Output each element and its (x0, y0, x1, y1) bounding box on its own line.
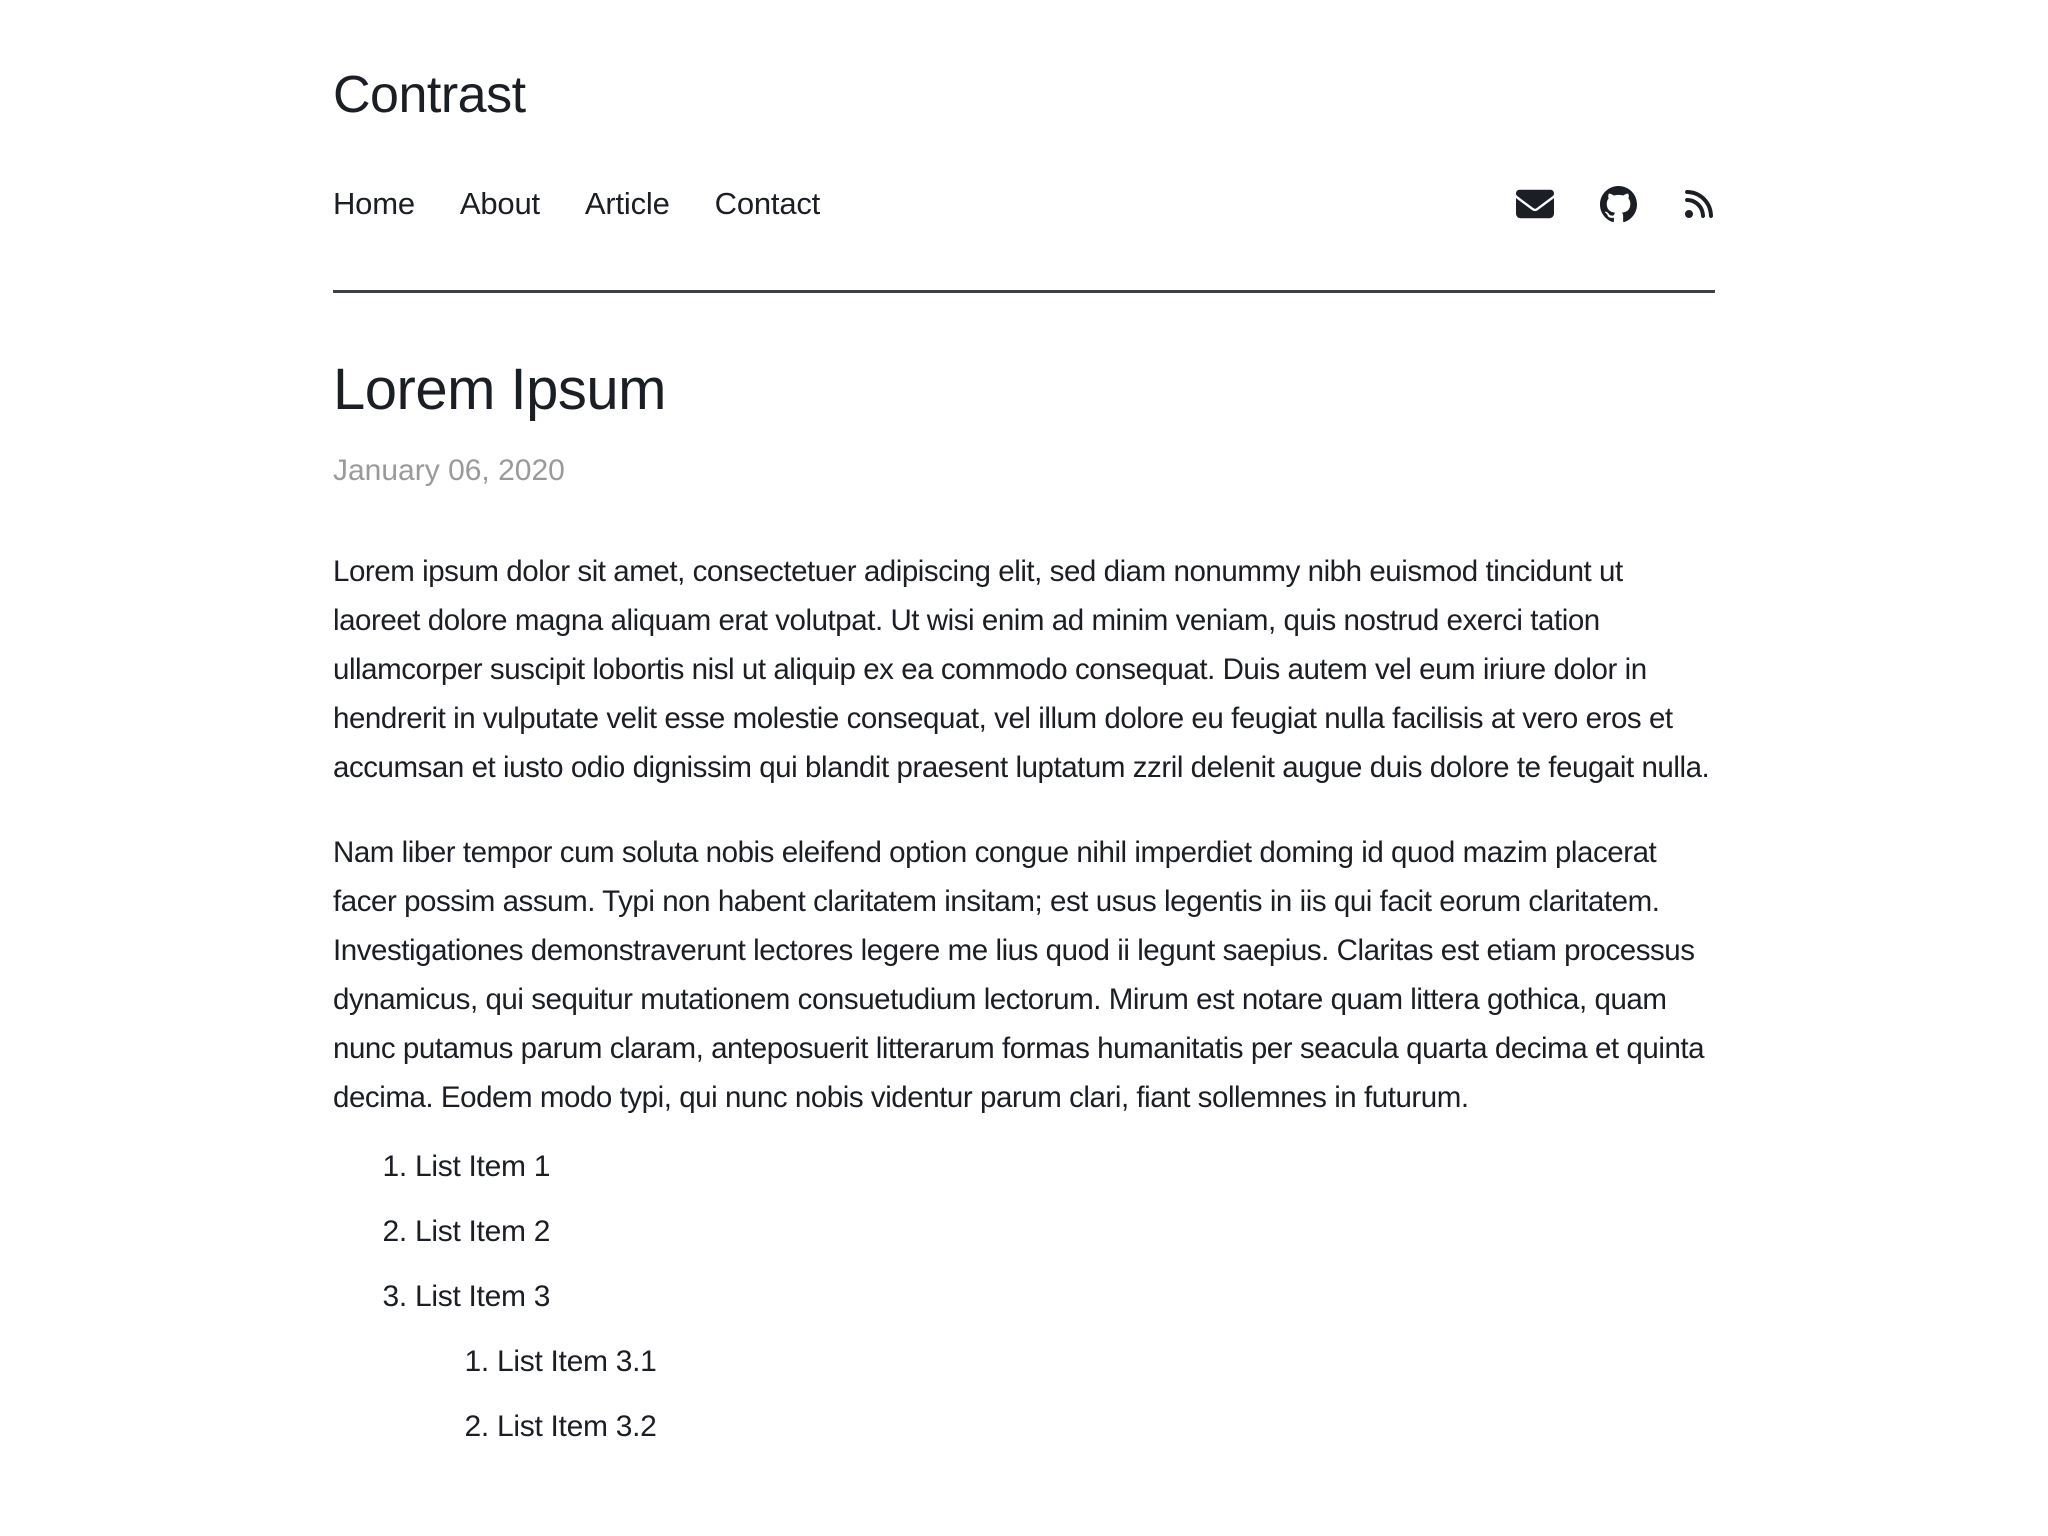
nav-link-home[interactable]: Home (333, 186, 415, 221)
nav-link-contact[interactable]: Contact (714, 186, 821, 221)
list-item-label: List Item 3 (415, 1280, 551, 1313)
email-icon (1516, 185, 1554, 223)
list-item-3-2 (497, 1402, 1715, 1451)
list-item-label: List Item 2 (415, 1215, 551, 1248)
ordered-list (333, 1142, 1715, 1451)
nav-link-article[interactable]: Article (584, 186, 670, 221)
article-date: January 06, 2020 (333, 454, 565, 487)
list-item-label: List Item 3.1 (497, 1345, 657, 1378)
paragraph-2: Nam liber tempor cum soluta nobis eleifend option congue nihil imperdiet doming id quod mazim placerat facer possim assum. Typi non habent claritatem insitam; est usus legentis in iis qui facit eorum claritatem. Investigationes demonstraverunt lectores legere me lius quod ii legunt saepius. Claritas est etiam processus dynamicus, qui sequitur mutationem consuetudium lectorum. Mirum est notare quam littera gothica, quam nunc putamus parum claram, anteposuerit litterarum formas humanitatis per seacula quarta decima et quinta decima. Eodem modo typi, qui nunc nobis videntur parum clari, fiant sollemnes in futurum. (333, 836, 1705, 1114)
rss-link[interactable] (1683, 188, 1715, 220)
article-title: Lorem Ipsum (333, 357, 666, 422)
email-link[interactable] (1516, 185, 1554, 223)
main-nav (333, 184, 820, 224)
main-content (333, 355, 1715, 1451)
list-item-3-1 (497, 1337, 1715, 1386)
nav-row (333, 184, 1715, 224)
list-item-1 (415, 1142, 1715, 1191)
rss-icon (1683, 188, 1715, 220)
list-item-label: List Item 1 (415, 1150, 551, 1183)
paragraph-1: Lorem ipsum dolor sit amet, consectetuer adipiscing elit, sed diam nonummy nibh euismod tincidunt ut laoreet dolore magna aliquam erat volutpat. Ut wisi enim ad minim veniam, quis nostrud exerci tation ullamcorper suscipit lobortis nisl ut aliquip ex ea commodo consequat. Duis autem vel eum iriure dolor in hendrerit in vulputate velit esse molestie consequat, vel illum dolore eu feugiat nulla facilisis at vero eros et accumsan et iusto odio dignissim qui blandit praesent luptatum zzril delenit augue duis dolore te feugait nulla. (333, 555, 1710, 784)
github-icon (1600, 186, 1637, 223)
article (333, 355, 1715, 1451)
github-link[interactable] (1600, 186, 1637, 223)
site-header (333, 0, 1715, 293)
social-links (1516, 185, 1715, 223)
list-item-label: List Item 3.2 (497, 1410, 657, 1443)
list-item-2 (415, 1207, 1715, 1256)
page (333, 0, 1715, 1451)
nested-ordered-list (415, 1337, 1715, 1451)
nav-link-about[interactable]: About (459, 186, 540, 221)
list-item-3 (415, 1272, 1715, 1451)
site-title[interactable]: Contrast (333, 66, 526, 124)
